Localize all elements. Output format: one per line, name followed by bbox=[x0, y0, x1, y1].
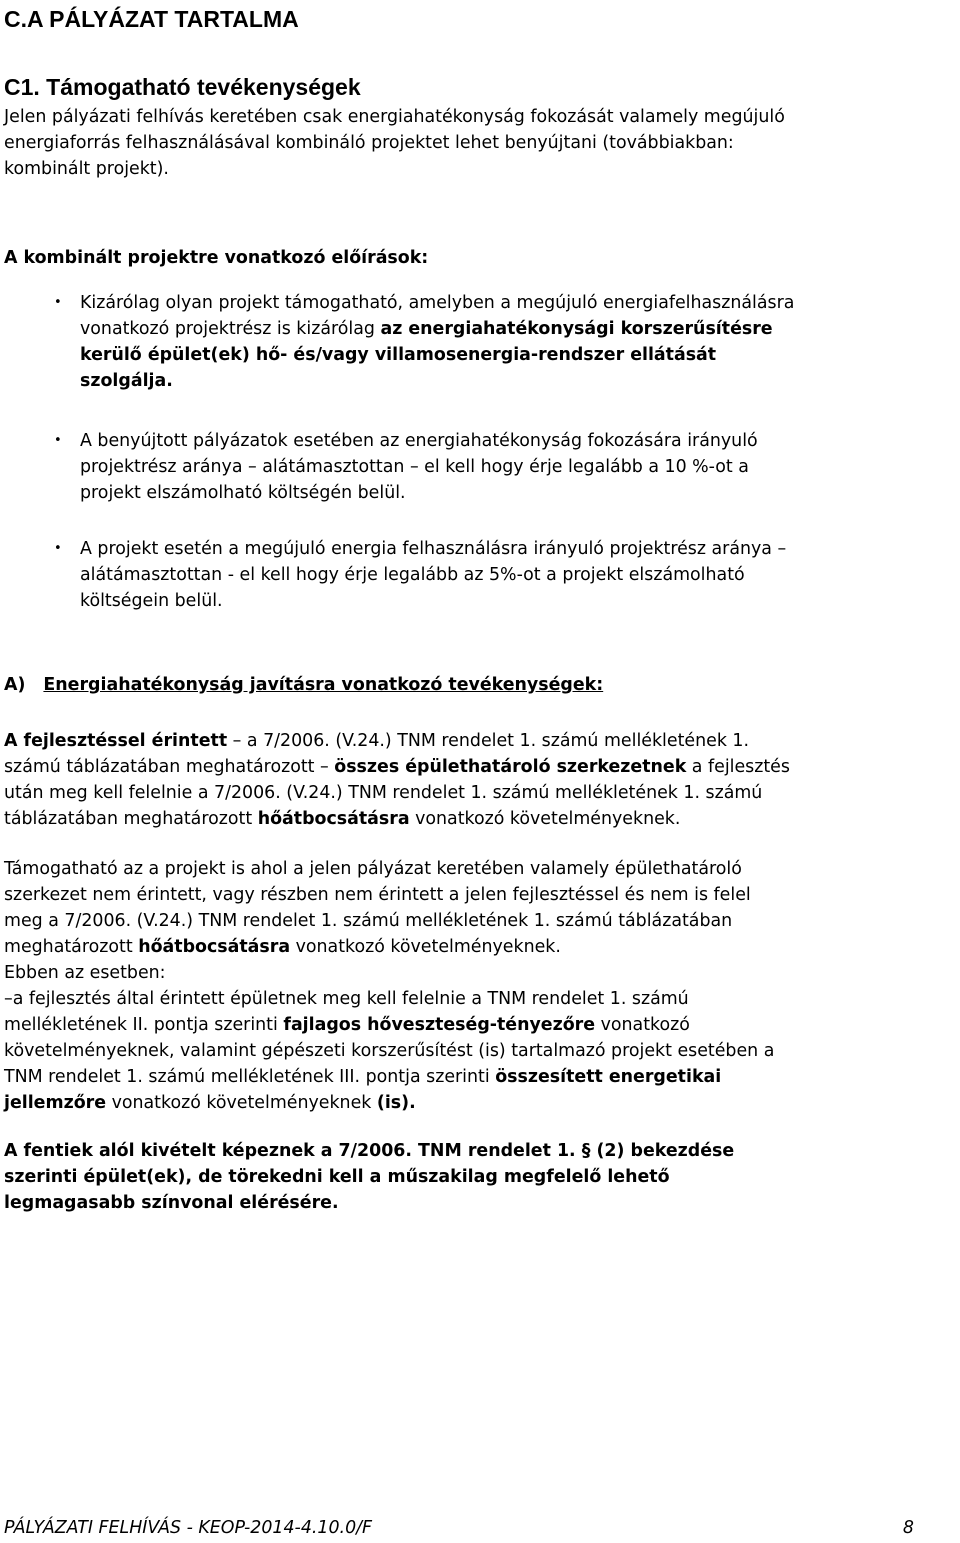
bold-text: (is). bbox=[376, 1093, 416, 1113]
bullet-icon: • bbox=[54, 433, 62, 448]
para-line: legmagasabb színvonal elérésére. bbox=[4, 1193, 339, 1213]
para-line: –a fejlesztés által érintett épületnek meg kell felelnie a TNM rendelet 1. számú bbox=[4, 989, 689, 1009]
bullet-icon: • bbox=[54, 295, 62, 310]
subsection-title: Energiahatékonyság javításra vonatkozó tevékenységek: bbox=[43, 675, 604, 695]
bullet-line: költségein belül. bbox=[80, 591, 223, 611]
para-line bbox=[4, 1064, 960, 1090]
text-run: mellékletének II. pontja szerinti bbox=[4, 1015, 284, 1035]
bullet-line: A projekt esetén a megújuló energia felhasználásra irányuló projektrész aránya – bbox=[80, 539, 787, 559]
para-line: követelményeknek, valamint gépészeti korszerűsítést (is) tartalmazó projekt esetében a bbox=[4, 1041, 775, 1061]
bullet-line: szolgálja. bbox=[80, 371, 173, 391]
para-line: meg a 7/2006. (V.24.) TNM rendelet 1. számú mellékletének 1. számú táblázatában bbox=[4, 911, 733, 931]
para-line bbox=[4, 1090, 960, 1116]
bold-text: hőátbocsátásra bbox=[257, 809, 410, 829]
para-line: szerinti épület(ek), de törekedni kell a műszakilag megfelelő lehető bbox=[4, 1167, 670, 1187]
page-footer bbox=[4, 1515, 914, 1541]
prescriptions-heading: A kombinált projektre vonatkozó előírások: bbox=[4, 248, 429, 268]
closing-paragraph bbox=[4, 1138, 960, 1216]
bold-text: összes épülethatároló szerkezetnek bbox=[334, 757, 687, 777]
intro-paragraph bbox=[4, 104, 960, 182]
para-line: Támogatható az a projekt is ahol a jelen pályázat keretében valamely épülethatároló bbox=[4, 859, 742, 879]
para-line: Ebben az esetben: bbox=[4, 963, 166, 983]
exception-paragraph bbox=[4, 856, 960, 1116]
subsection-letter: A) bbox=[4, 675, 26, 695]
intro-line: kombinált projekt). bbox=[4, 159, 169, 179]
requirements-paragraph bbox=[4, 728, 960, 832]
subsection-heading bbox=[4, 672, 603, 698]
text-run: a fejlesztés bbox=[686, 757, 790, 777]
text-run: vonatkozó projektrész is kizárólag bbox=[80, 319, 381, 339]
para-line: A fentiek alól kivételt képeznek a 7/2006. TNM rendelet 1. § (2) bekezdése bbox=[4, 1141, 735, 1161]
para-line bbox=[4, 1012, 960, 1038]
para-line bbox=[4, 728, 960, 754]
bold-text: az energiahatékonysági korszerűsítésre bbox=[380, 319, 773, 339]
text-run: vonatkozó követelményeknek. bbox=[409, 809, 681, 829]
bullet-line: projekt elszámolható költségén belül. bbox=[80, 483, 406, 503]
bold-text: fajlagos hőveszteség-tényezőre bbox=[283, 1015, 596, 1035]
para-line: után meg kell felelnie a 7/2006. (V.24.) TNM rendelet 1. számú mellékletének 1. számú bbox=[4, 783, 763, 803]
bullet-line: alátámasztottan - el kell hogy érje legalább az 5%-ot a projekt elszámolható bbox=[80, 565, 745, 585]
intro-line: energiaforrás felhasználásával kombináló projektet lehet benyújtani (továbbiakban: bbox=[4, 133, 734, 153]
bullet-line: A benyújtott pályázatok esetében az energiahatékonyság fokozására irányuló bbox=[80, 431, 758, 451]
text-run: vonatkozó követelményeknek. bbox=[290, 937, 561, 957]
bullet-item bbox=[80, 428, 960, 506]
bullet-item bbox=[80, 290, 960, 394]
text-run: vonatkozó követelményeknek bbox=[106, 1093, 377, 1113]
bold-text: hőátbocsátásra bbox=[138, 937, 291, 957]
footer-title: PÁLYÁZATI FELHÍVÁS - KEOP-2014-4.10.0/F bbox=[4, 1518, 373, 1538]
para-line bbox=[4, 806, 960, 832]
text-run: TNM rendelet 1. számú mellékletének III. pontja szerinti bbox=[4, 1067, 496, 1087]
text-run: meghatározott bbox=[4, 937, 139, 957]
text-run: számú táblázatában meghatározott – bbox=[4, 757, 335, 777]
bold-text: jellemzőre bbox=[4, 1093, 107, 1113]
intro-line: Jelen pályázati felhívás keretében csak energiahatékonyság fokozását valamely megújuló bbox=[4, 107, 785, 127]
bullet-icon: • bbox=[54, 541, 62, 556]
text-run: vonatkozó bbox=[595, 1015, 690, 1035]
para-line: szerkezet nem érintett, vagy részben nem érintett a jelen fejlesztéssel és nem is felel bbox=[4, 885, 751, 905]
bullet-item bbox=[80, 536, 960, 614]
bullet-line bbox=[80, 316, 960, 342]
bullet-line: projektrész aránya – alátámasztottan – el kell hogy érje legalább a 10 %-ot a bbox=[80, 457, 749, 477]
bold-text: összesített energetikai bbox=[495, 1067, 722, 1087]
section-heading: C1. Támogatható tevékenységek bbox=[4, 74, 361, 100]
para-line bbox=[4, 754, 960, 780]
chapter-heading: C.A PÁLYÁZAT TARTALMA bbox=[4, 6, 299, 32]
bullet-line: kerülő épület(ek) hő- és/vagy villamosenergia-rendszer ellátását bbox=[80, 345, 717, 365]
para-line bbox=[4, 934, 960, 960]
bullet-line: Kizárólag olyan projekt támogatható, amelyben a megújuló energiafelhasználásra bbox=[80, 293, 795, 313]
text-run: – a 7/2006. (V.24.) TNM rendelet 1. számú mellékletének 1. bbox=[227, 731, 750, 751]
text-run: táblázatában meghatározott bbox=[4, 809, 258, 829]
page-number: 8 bbox=[902, 1518, 914, 1538]
bold-text: A fejlesztéssel érintett bbox=[4, 731, 228, 751]
